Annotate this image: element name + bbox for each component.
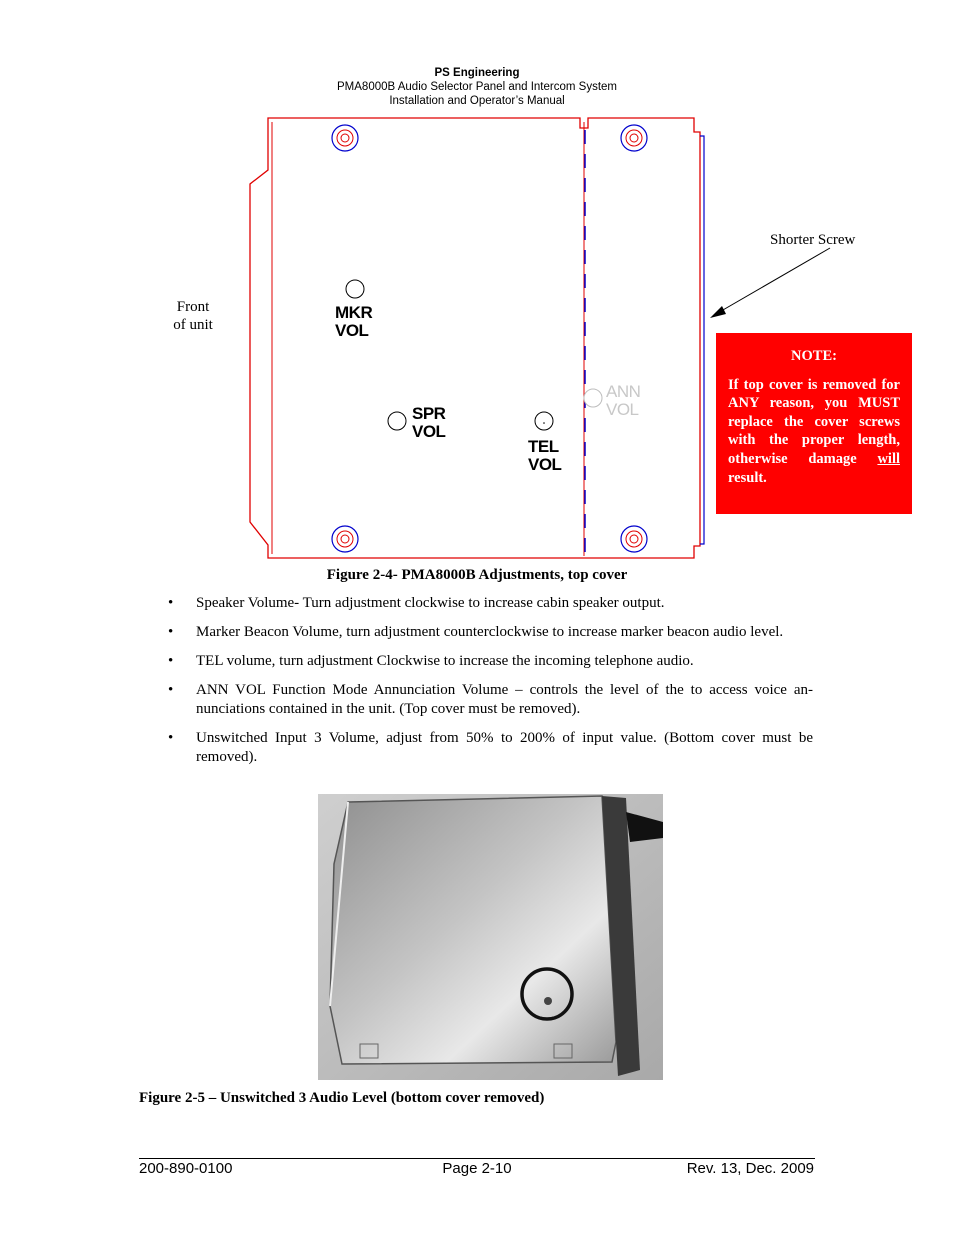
- spr-adjust-hole: [388, 412, 406, 430]
- footer-part-number: 200-890-0100: [139, 1160, 233, 1177]
- shorter-screw-label: Shorter Screw: [770, 232, 856, 248]
- screw-bottom-left-icon: [332, 526, 358, 552]
- mkr-adjust-hole: [346, 280, 364, 298]
- shorter-screw-arrow: [716, 248, 830, 314]
- figure-2-5-caption: Figure 2-5 – Unswitched 3 Audio Level (bottom cover removed): [139, 1090, 545, 1106]
- header-manual: Installation and Operator’s Manual: [389, 95, 565, 107]
- list-item: • Speaker Volume- Turn adjustment clockwise to increase cabin speaker output.: [166, 594, 813, 613]
- tel-vol-label: TEL VOL: [528, 437, 562, 474]
- left-panel-outline: [250, 118, 700, 558]
- footer-rule: [139, 1158, 815, 1159]
- footer-page-number: Page 2-10: [442, 1160, 512, 1177]
- tel-adjust-hole: [535, 412, 553, 430]
- list-item: • ANN VOL Function Mode Annunciation Volume – controls the level of the to access voice an-nunciations contained in the unit. (Top cover must be removed).: [166, 681, 813, 719]
- header-company: PS Engineering: [434, 67, 520, 79]
- bottom-cover-photo: [318, 794, 663, 1080]
- note-text: If top cover is removed for ANY reason, you MUST replace the cover screws with the proper length, otherwise damage will result.: [728, 376, 900, 486]
- list-item: • Marker Beacon Volume, turn adjustment counterclockwise to increase marker beacon audio level.: [166, 623, 813, 642]
- screw-top-right-icon: [621, 125, 647, 151]
- spr-vol-label: SPR VOL: [412, 404, 446, 441]
- screw-bottom-right-icon: [621, 526, 647, 552]
- header-product: PMA8000B Audio Selector Panel and Intercom System: [337, 81, 617, 93]
- list-item: • Unswitched Input 3 Volume, adjust from 50% to 200% of input value. (Bottom cover must be removed).: [166, 729, 813, 767]
- figure-2-4-caption: Figure 2-4- PMA8000B Adjustments, top cover: [326, 567, 628, 583]
- ann-vol-label: ANN VOL: [606, 382, 641, 419]
- note-title: NOTE:: [791, 348, 837, 364]
- note-box: [716, 333, 912, 514]
- list-item: • TEL volume, turn adjustment Clockwise to increase the incoming telephone audio.: [166, 652, 813, 671]
- screw-top-left-icon: [332, 125, 358, 151]
- mkr-vol-label: MKR VOL: [335, 303, 373, 340]
- footer-revision: Rev. 13, Dec. 2009: [686, 1160, 814, 1177]
- adjustment-list: [166, 594, 813, 777]
- front-of-unit-label: Front of unit: [173, 299, 213, 333]
- ann-adjust-hole: [584, 389, 602, 407]
